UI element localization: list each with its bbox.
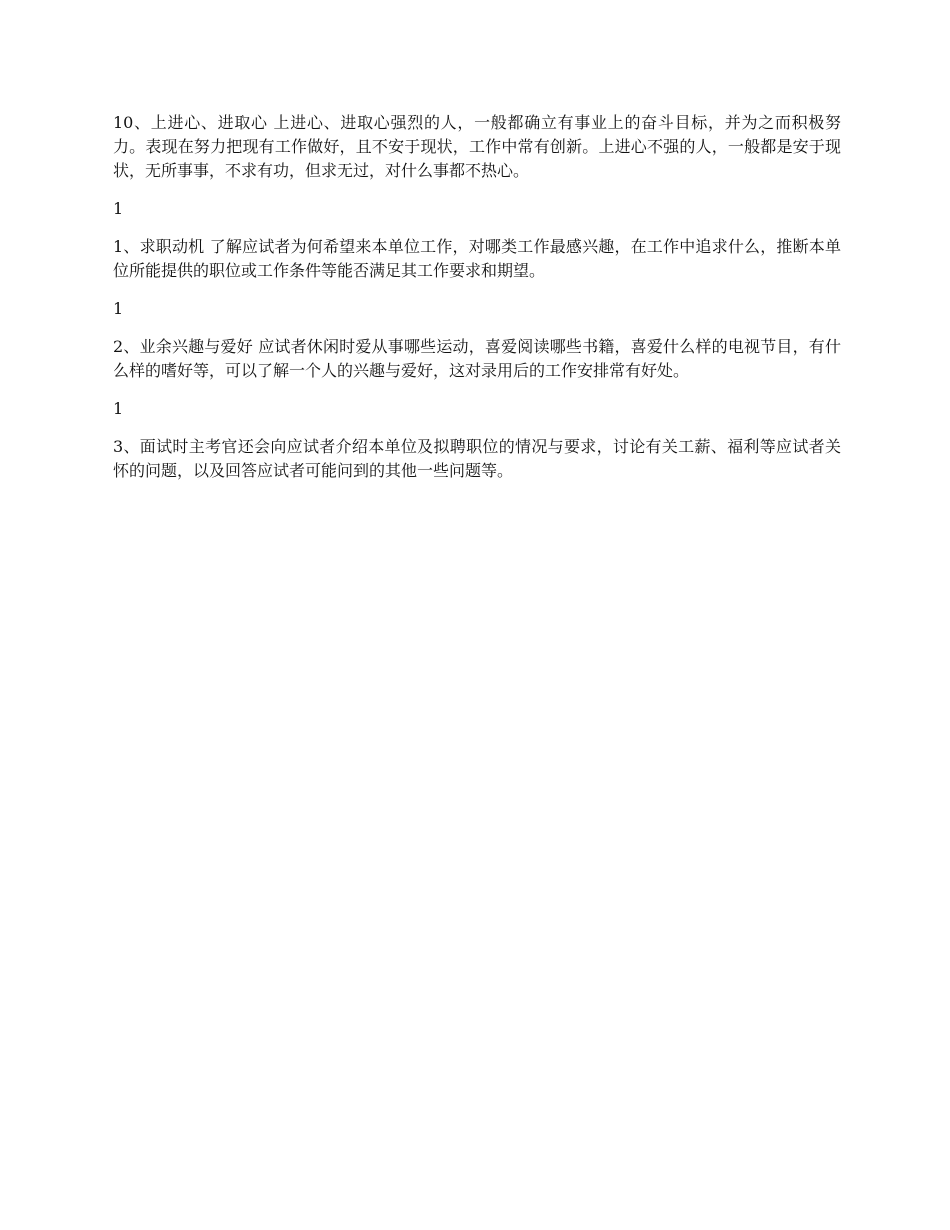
paragraph-number: 1 (113, 199, 124, 218)
paragraph-number: 1 (113, 399, 124, 418)
document-body (113, 111, 841, 497)
paragraph-examiner-introduction: 3、面试时主考官还会向应试者介绍本单位及拟聘职位的情况与要求，讨论有关工薪、福利等应试者关怀的问题，以及回答应试者可能问到的其他一些问题等。 (113, 437, 841, 480)
paragraph-ambition: 10、上进心、进取心 上进心、进取心强烈的人，一般都确立有事业上的奋斗目标，并为之而积极努力。表现在努力把现有工作做好，且不安于现状，工作中常有创新。上进心不强的人，一般都是安于现状，无所事事，不求有功，但求无过，对什么事都不热心。 (113, 113, 841, 180)
paragraph-job-motivation: 1、求职动机 了解应试者为何希望来本单位工作，对哪类工作最感兴趣，在工作中追求什么，推断本单位所能提供的职位或工作条件等能否满足其工作要求和期望。 (113, 237, 841, 280)
paragraph-number: 1 (113, 299, 124, 318)
paragraph-hobbies: 2、业余兴趣与爱好 应试者休闲时爱从事哪些运动，喜爱阅读哪些书籍，喜爱什么样的电视节目，有什么样的嗜好等，可以了解一个人的兴趣与爱好，这对录用后的工作安排常有好处。 (113, 337, 841, 380)
